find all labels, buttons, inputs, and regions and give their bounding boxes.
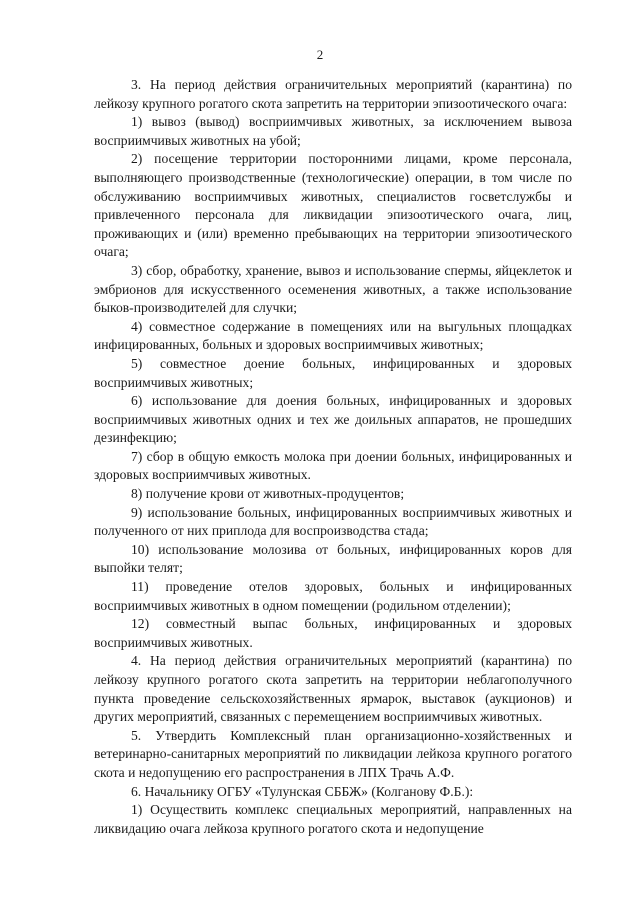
subparagraph-7: 7) сбор в общую емкость молока при доении больных, инфицированных и здоровых восприимчивых животных. <box>94 448 572 483</box>
subparagraph-6: 6) использование для доения больных, инфицированных и здоровых восприимчивых животных одних и тех же доильных аппаратов, не прошедших дезинфекцию; <box>94 393 572 446</box>
subparagraph-1: 1) вывоз (вывод) восприимчивых животных, за исключением вывоза восприимчивых животных на убой; <box>94 114 572 148</box>
subparagraph-2: 2) посещение территории посторонними лицами, кроме персонала, выполняющего производственные (технологические) операции, в том числе по обслуживанию восприимчивых животных, специалистов госветслужбы и привлеченного персонала для ликвидации эпизоотического очага, лиц, проживающих и (или) временно пребывающих на территории эпизоотического очага; <box>94 151 572 260</box>
paragraph-item-4: 4. На период действия ограничительных мероприятий (карантина) по лейкозу крупного рогатого скота запретить на территории неблагополучного пункта проведение сельскохозяйственных ярмарок, выставок (аукционов) и других мероприятий, связанных с перемещением восприимчивых животных. <box>94 653 572 725</box>
subparagraph-12: 12) совместный выпас больных, инфицированных и здоровых восприимчивых животных. <box>94 616 572 650</box>
page-number: 2 <box>316 47 324 62</box>
subparagraph-6-1: 1) Осуществить комплекс специальных мероприятий, направленных на ликвидацию очага лейкоза крупного рогатого скота и недопущение <box>94 802 572 836</box>
subparagraph-9: 9) использование больных, инфицированных восприимчивых животных и полученного от них приплода для воспроизводства стада; <box>94 504 572 539</box>
subparagraph-3: 3) сбор, обработку, хранение, вывоз и использование спермы, яйцеклеток и эмбрионов для искусственного осеменения животных, а также использование быков-производителей для случки; <box>94 262 572 316</box>
subparagraph-4: 4) совместное содержание в помещениях или на выгульных площадках инфицированных, больных и здоровых восприимчивых животных; <box>94 318 572 353</box>
subparagraph-8: 8) получение крови от животных-продуцентов; <box>131 486 405 502</box>
subparagraph-5: 5) совместное доение больных, инфицированных и здоровых восприимчивых животных; <box>94 355 572 390</box>
document-body <box>94 76 572 838</box>
subparagraph-11: 11) проведение отелов здоровых, больных и инфицированных восприимчивых животных в одном помещении (родильном отделении); <box>94 579 572 613</box>
paragraph-item-6: 6. Начальнику ОГБУ «Тулунская СББЖ» (Колганову Ф.Б.): <box>131 783 474 799</box>
paragraph-item-5: 5. Утвердить Комплексный план организационно-хозяйственных и ветеринарно-санитарных мероприятий по ликвидации лейкоза крупного рогатого скота и недопущению его распространения в ЛПХ Трачь А.Ф. <box>94 727 572 780</box>
subparagraph-10: 10) использование молозива от больных, инфицированных коров для выпойки телят; <box>94 541 572 576</box>
paragraph-item-3: 3. На период действия ограничительных мероприятий (карантина) по лейкозу крупного рогатого скота запретить на территории эпизоотического очага: <box>94 77 572 111</box>
